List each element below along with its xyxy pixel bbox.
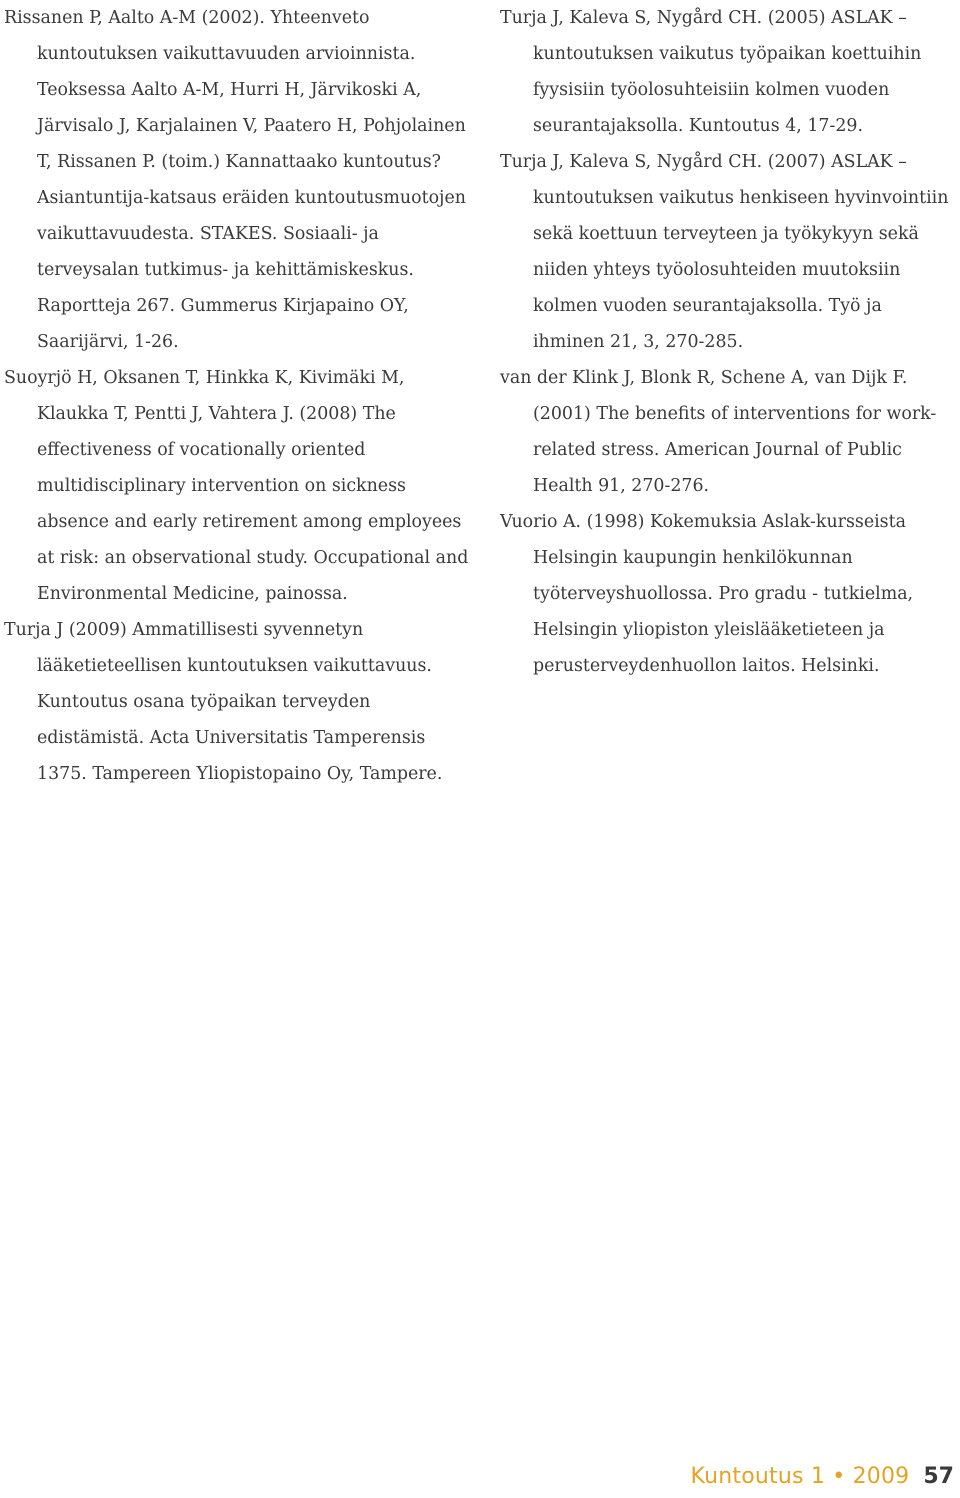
reference-entry: Turja J (2009) Ammatillisesti syvennetyn lääketieteellisen kuntoutuksen vaikuttavuus. Kuntoutus osana työpaikan terveyden edistämistä. Acta Universitatis Tamperensis 1375. Tampereen Yliopistopaino Oy, Tampere. (4, 620, 443, 784)
reference-list-left (4, 0, 474, 792)
reference-entry: Vuorio A. (1998) Kokemuksia Aslak-kursseista Helsingin kaupungin henkilökunnan työterveyshuollossa. Pro gradu - tutkielma, Helsingin yliopiston yleislääketieteen ja perusterveydenhuollon laitos. Helsinki. (500, 512, 914, 676)
reference-entry: van der Klink J, Blonk R, Schene A, van Dijk F. (2001) The benefits of interventions for work-related stress. American Journal of Public Health 91, 270-276. (500, 368, 937, 496)
reference-entry: Suoyrjö H, Oksanen T, Hinkka K, Kivimäki M, Klaukka T, Pentti J, Vahtera J. (2008) The effectiveness of vocationally oriented multidisciplinary intervention on sickness absence and early retirement among employees at risk: an observational study. Occupational and Environmental Medicine, painossa. (4, 368, 469, 604)
journal-issue-label: Kuntoutus 1 • 2009 (690, 1463, 910, 1489)
reference-entry: Turja J, Kaleva S, Nygård CH. (2007) ASLAK – kuntoutuksen vaikutus henkiseen hyvinvointiin sekä koettuun terveyteen ja työkykyyn sekä niiden yhteys työolosuhteiden muutoksiin kolmen vuoden seurantajaksolla. Työ ja ihminen 21, 3, 270-285. (500, 152, 949, 352)
reference-entry: Turja J, Kaleva S, Nygård CH. (2005) ASLAK – kuntoutuksen vaikutus työpaikan koettuihin fyysisiin työolosuhteisiin kolmen vuoden seurantajaksolla. Kuntoutus 4, 17-29. (500, 8, 922, 136)
page-number: 57 (923, 1463, 954, 1489)
reference-entry: Rissanen P, Aalto A-M (2002). Yhteenveto kuntoutuksen vaikuttavuuden arvioinnista. Teoksessa Aalto A-M, Hurri H, Järvikoski A, Järvisalo J, Karjalainen V, Paatero H, Pohjolainen T, Rissanen P. (toim.) Kannattaako kuntoutus? Asiantuntija-katsaus eräiden kuntoutusmuotojen vaikuttavuudesta. STAKES. Sosiaali- ja terveysalan tutkimus- ja kehittämiskeskus. Raportteja 267. Gummerus Kirjapaino OY, Saarijärvi, 1-26. (4, 8, 466, 352)
page-footer (691, 1456, 954, 1496)
reference-list-right (500, 0, 958, 684)
